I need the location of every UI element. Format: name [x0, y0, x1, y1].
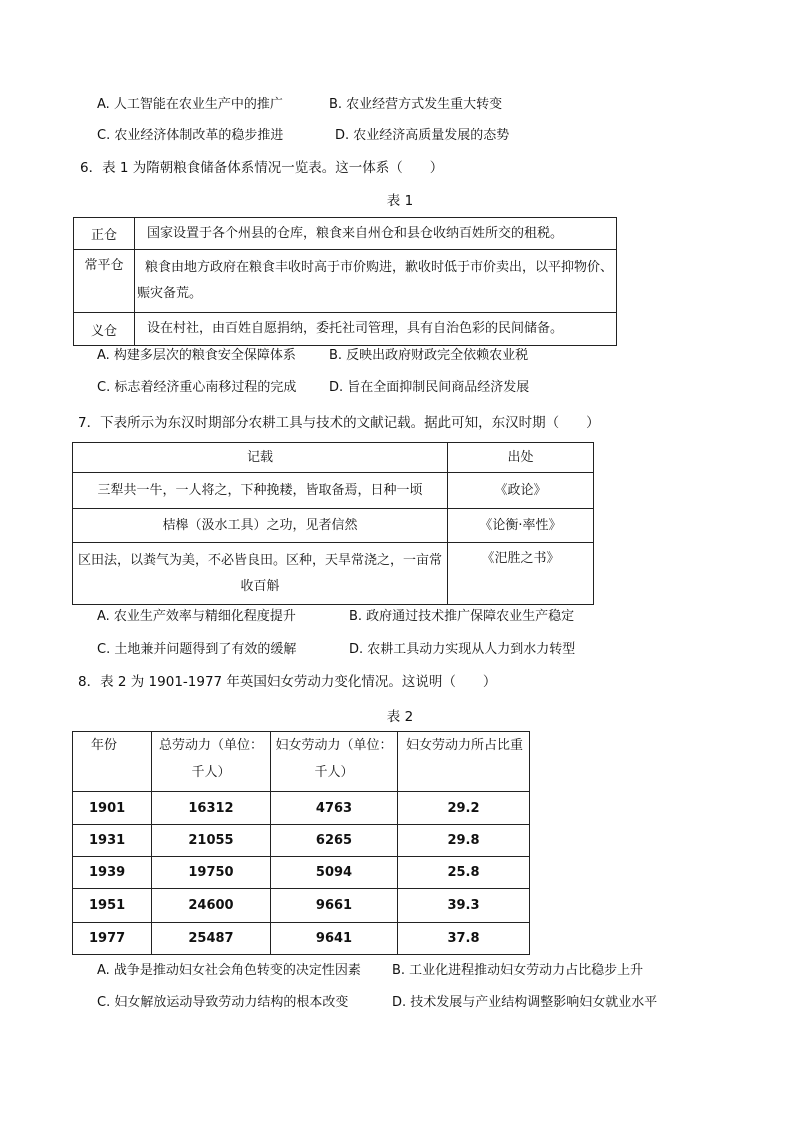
table-row [74, 313, 617, 346]
q8-total: 21055 [152, 825, 271, 857]
q7-header-source: 出处 [448, 443, 594, 473]
table-row [73, 857, 530, 889]
q8-total: 24600 [152, 889, 271, 923]
q6-row-desc: 粮食由地方政府在粮食丰收时高于市价购进，歉收时低于市价卖出，以平抑物价、赈灾备荒。 [135, 250, 617, 313]
q8-year: 1939 [73, 857, 152, 889]
q7-record: 区田法，以粪气为美，不必皆良田。区种，天旱常浇之，一亩常收百斛 [73, 543, 448, 605]
q6-option-d: D. 旨在全面抑制民间商品经济发展 [329, 380, 530, 395]
q6-option-a: A. 构建多层次的粮食安全保障体系 [97, 348, 296, 363]
q8-table-caption: 表 2 [386, 709, 414, 725]
q7-option-c: C. 土地兼并问题得到了有效的缓解 [97, 642, 297, 657]
q7-option-a: A. 农业生产效率与精细化程度提升 [97, 609, 296, 624]
q8-year: 1931 [73, 825, 152, 857]
q8-total: 19750 [152, 857, 271, 889]
q6-row-name: 正仓 [74, 218, 135, 250]
q8-year: 1951 [73, 889, 152, 923]
q7-table [72, 442, 594, 605]
q8-women: 9661 [271, 889, 398, 923]
q8-share: 39.3 [398, 889, 530, 923]
q6-table [73, 217, 617, 346]
q6-row-name: 义仓 [74, 313, 135, 346]
table-row [73, 792, 530, 825]
q7-source: 《政论》 [448, 473, 594, 509]
q7-record: 三犁共一牛，一人将之，下种挽耧，皆取备焉，日种一顷 [73, 473, 448, 509]
q5-option-b: B. 农业经营方式发生重大转变 [329, 97, 503, 112]
q8-header-total: 总劳动力（单位：千人） [152, 732, 271, 792]
q6-option-b: B. 反映出政府财政完全依赖农业税 [329, 348, 529, 363]
q8-women: 4763 [271, 792, 398, 825]
q7-option-d: D. 农耕工具动力实现从人力到水力转型 [349, 642, 576, 657]
table-row [73, 732, 530, 792]
table-row [73, 473, 594, 509]
q6-row-name: 常平仓 [74, 250, 135, 313]
q8-table [72, 731, 530, 955]
q8-women: 9641 [271, 923, 398, 955]
table-row [73, 543, 594, 605]
q6-row-desc: 国家设置于各个州县的仓库，粮食来自州仓和县仓收纳百姓所交的租税。 [135, 218, 617, 250]
q5-option-c: C. 农业经济体制改革的稳步推进 [97, 128, 284, 143]
table-row [73, 509, 594, 543]
q8-option-d: D. 技术发展与产业结构调整影响妇女就业水平 [392, 995, 658, 1010]
q8-year: 1901 [73, 792, 152, 825]
q8-share: 37.8 [398, 923, 530, 955]
q7-source: 《汜胜之书》 [448, 543, 594, 605]
q8-total: 25487 [152, 923, 271, 955]
table-row [73, 923, 530, 955]
q8-option-c: C. 妇女解放运动导致劳动力结构的根本改变 [97, 995, 349, 1010]
q7-option-b: B. 政府通过技术推广保障农业生产稳定 [349, 609, 575, 624]
q7-record: 桔槔（汲水工具）之功，见者信然 [73, 509, 448, 543]
table-row [74, 218, 617, 250]
q7-source: 《论衡·率性》 [448, 509, 594, 543]
q7-header-record: 记载 [73, 443, 448, 473]
q7-stem: 7．下表所示为东汉时期部分农耕工具与技术的文献记载。据此可知，东汉时期（ ） [78, 415, 600, 431]
table-row [73, 889, 530, 923]
q6-option-c: C. 标志着经济重心南移过程的完成 [97, 380, 297, 395]
q8-header-year: 年份 [73, 732, 152, 792]
q6-stem: 6．表 1 为隋朝粮食储备体系情况一览表。这一体系（ ） [80, 160, 444, 176]
q8-total: 16312 [152, 792, 271, 825]
q8-women: 6265 [271, 825, 398, 857]
q6-table-caption: 表 1 [386, 193, 414, 209]
q5-option-a: A. 人工智能在农业生产中的推广 [97, 97, 283, 112]
q6-row-desc: 设在村社，由百姓自愿捐纳，委托社司管理，具有自治色彩的民间储备。 [135, 313, 617, 346]
q8-header-women: 妇女劳动力（单位：千人） [271, 732, 398, 792]
q8-share: 25.8 [398, 857, 530, 889]
q8-header-share: 妇女劳动力所占比重 [398, 732, 530, 792]
table-row [73, 443, 594, 473]
table-row [74, 250, 617, 313]
q8-year: 1977 [73, 923, 152, 955]
q8-share: 29.8 [398, 825, 530, 857]
table-row [73, 825, 530, 857]
q8-share: 29.2 [398, 792, 530, 825]
q8-stem: 8．表 2 为 1901-1977 年英国妇女劳动力变化情况。这说明（ ） [78, 674, 497, 690]
q8-option-b: B. 工业化进程推动妇女劳动力占比稳步上升 [392, 963, 644, 978]
q5-option-d: D. 农业经济高质量发展的态势 [335, 128, 510, 143]
q8-option-a: A. 战争是推动妇女社会角色转变的决定性因素 [97, 963, 361, 978]
q8-women: 5094 [271, 857, 398, 889]
